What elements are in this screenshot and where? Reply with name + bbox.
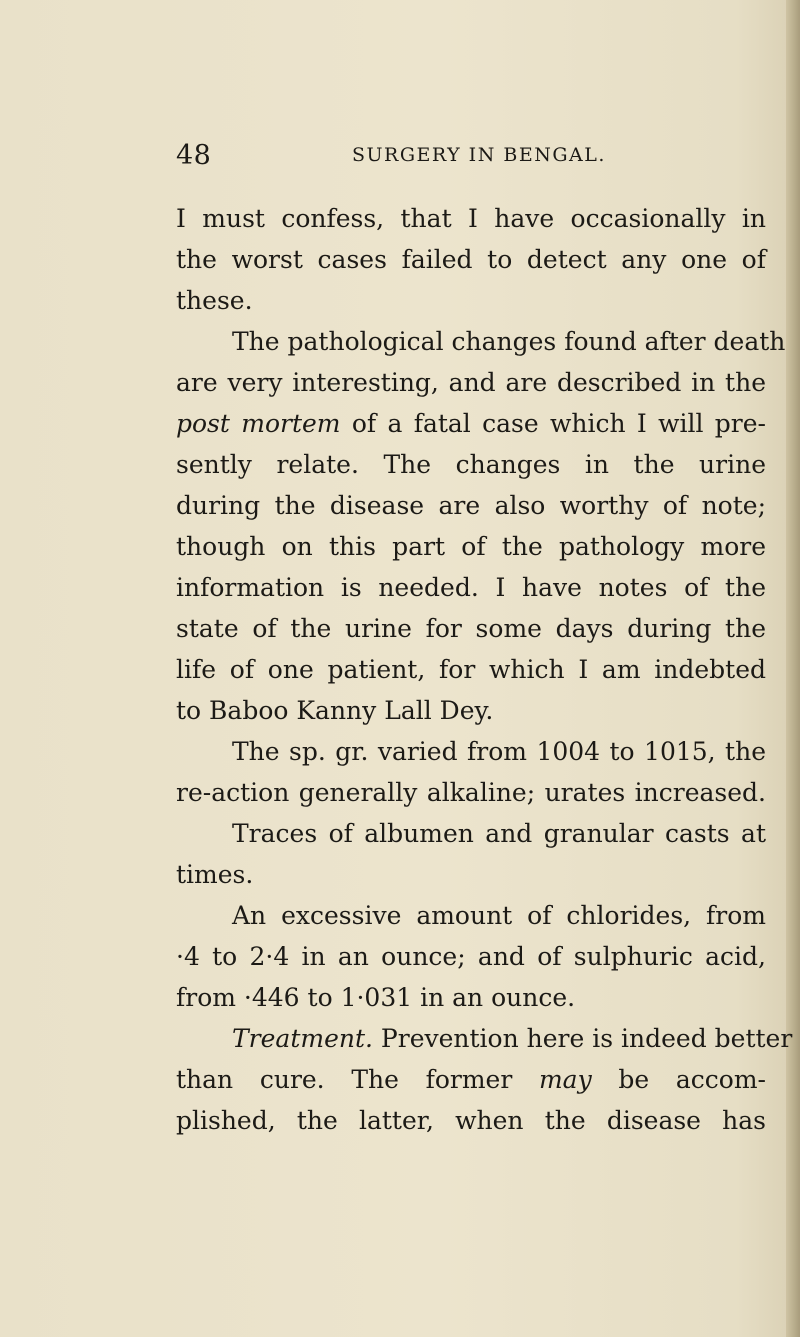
text-line: sently relate. The changes in the urine <box>176 450 766 479</box>
text-line: life of one patient, for which I am indebted <box>176 655 766 684</box>
text-line: An excessive amount of chlorides, from <box>232 901 766 930</box>
text-line: information is needed. I have notes of the <box>176 573 766 602</box>
text-segment: be accom- <box>618 1065 766 1094</box>
running-title: SURGERY IN BENGAL. <box>352 144 606 166</box>
text-line: The sp. gr. varied from 1004 to 1015, the <box>232 737 766 766</box>
text-line: state of the urine for some days during the <box>176 614 766 643</box>
text-segment: than cure. The former <box>176 1065 513 1094</box>
text-line <box>176 1059 766 1100</box>
text-segment: Prevention here is indeed better <box>380 1024 793 1053</box>
italic-phrase: post mortem <box>176 409 341 438</box>
text-line: during the disease are also worthy of note; <box>176 491 766 520</box>
page-header <box>176 140 776 180</box>
text-line: Traces of albumen and granular casts at <box>232 819 766 848</box>
text-line: ·4 to 2·4 in an ounce; and of sulphuric acid, <box>176 942 766 971</box>
text-line: these. <box>176 286 253 315</box>
text-line <box>176 1018 793 1059</box>
page-number: 48 <box>176 140 212 171</box>
text-line: plished, the latter, when the disease has <box>176 1106 766 1135</box>
text-line: times. <box>176 860 254 889</box>
text-line: are very interesting, and are described in the <box>176 368 766 397</box>
body-text <box>176 198 793 1141</box>
text-line: The pathological changes found after death <box>232 327 786 356</box>
text-line: from ·446 to 1·031 in an ounce. <box>176 983 576 1012</box>
text-line <box>176 403 766 444</box>
text-line: I must confess, that I have occasionally in <box>176 204 766 233</box>
text-line: re-action generally alkaline; urates increased. <box>176 778 766 807</box>
text-line: though on this part of the pathology more <box>176 532 766 561</box>
text-segment: of a fatal case which I will pre- <box>351 409 766 438</box>
italic-phrase: may <box>538 1065 592 1094</box>
page-edge <box>786 0 800 1337</box>
italic-phrase: Treatment. <box>232 1024 373 1053</box>
text-line: the worst cases failed to detect any one of <box>176 245 766 274</box>
text-line: to Baboo Kanny Lall Dey. <box>176 696 494 725</box>
